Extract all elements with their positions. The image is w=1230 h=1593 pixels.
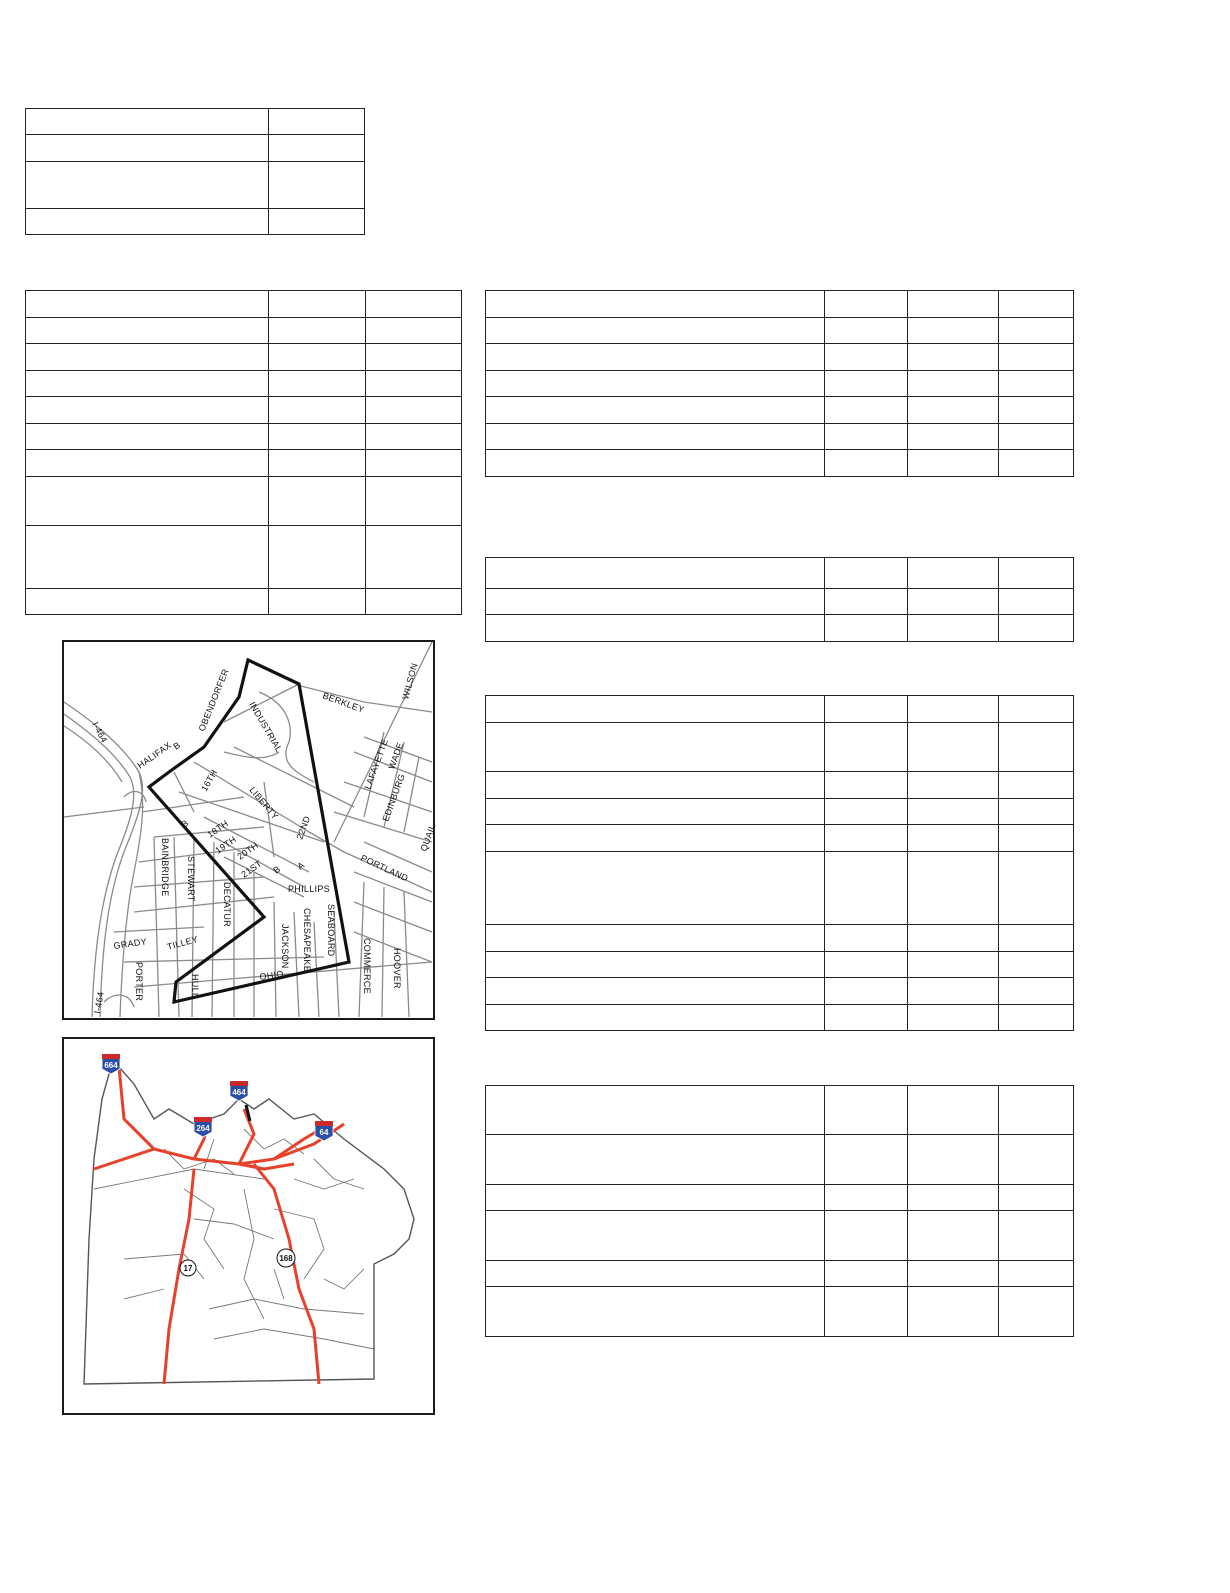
label-b-south: B [271, 863, 283, 876]
population-table [25, 290, 462, 615]
label-jackson: JACKSON [280, 924, 290, 969]
label-porter: PORTER [134, 962, 144, 1002]
label-bainbridge: BAINBRIDGE [160, 838, 170, 897]
label-seaboard: SEABOARD [326, 904, 336, 957]
label-obendorfer: OBENDORFER [196, 667, 231, 733]
i464-label: 464 [232, 1088, 246, 1097]
label-commerce: COMMERCE [362, 938, 372, 994]
neighborhood-detail-map [62, 640, 438, 1020]
route-17-marker [180, 1260, 196, 1276]
city-map [64, 1039, 432, 1412]
study-area-boundary [149, 660, 349, 1002]
label-hoover: HOOVER [392, 948, 402, 989]
income-table [485, 557, 1074, 642]
label-grady: GRADY [112, 936, 148, 951]
label-quail: QUAIL [418, 822, 438, 853]
label-stewart: STEWART [186, 856, 196, 902]
i664-label: 664 [104, 1061, 118, 1070]
street-network [64, 642, 432, 1017]
label-wilson: WILSON [400, 661, 420, 701]
label-19th: 19TH [213, 834, 239, 856]
label-chesapeake: CHESAPEAKE [302, 908, 312, 973]
citywide-overview-map [62, 1037, 435, 1415]
label-18th: 18TH [205, 818, 231, 840]
label-berkley: BERKLEY [321, 690, 366, 715]
employment-table [485, 695, 1074, 1031]
label-portland: PORTLAND [359, 852, 410, 884]
label-b-north: B [171, 739, 183, 752]
label-liberty: LIBERTY [247, 784, 281, 822]
label-22nd: 22ND [294, 814, 313, 841]
i64-label: 64 [319, 1128, 329, 1137]
label-lafayette: LAFAYETTE [362, 737, 391, 791]
street-map [64, 642, 438, 1017]
route-168-marker [277, 1249, 295, 1267]
label-a: A [295, 859, 307, 872]
label-edinburg: EDINBURG [380, 772, 407, 823]
label-halifax: HALIFAX [135, 740, 174, 771]
label-21st: 21ST [239, 858, 264, 880]
housing-table [485, 290, 1074, 477]
i464-shield [230, 1081, 248, 1101]
summary-table [25, 108, 365, 235]
transportation-table [485, 1085, 1074, 1337]
label-industrial: INDUSTRIAL [247, 700, 285, 754]
label-ohio: OHIO [258, 968, 285, 982]
i264-label: 264 [196, 1124, 210, 1133]
label-i464-north: I-464 [90, 720, 110, 745]
label-phillips: PHILLIPS [288, 884, 330, 894]
label-wade: WADE [386, 741, 406, 771]
label-i464-south: I-464 [92, 990, 106, 1015]
label-20th: 20TH [235, 840, 261, 862]
label-hull: HULL [190, 974, 200, 999]
label-16th: 16TH [199, 767, 220, 793]
route-168-label: 168 [279, 1254, 293, 1263]
label-b-west: B [179, 817, 191, 830]
label-decatur: DECATUR [222, 882, 232, 927]
route-17-label: 17 [183, 1264, 193, 1273]
label-tilley: TILLEY [165, 934, 200, 952]
